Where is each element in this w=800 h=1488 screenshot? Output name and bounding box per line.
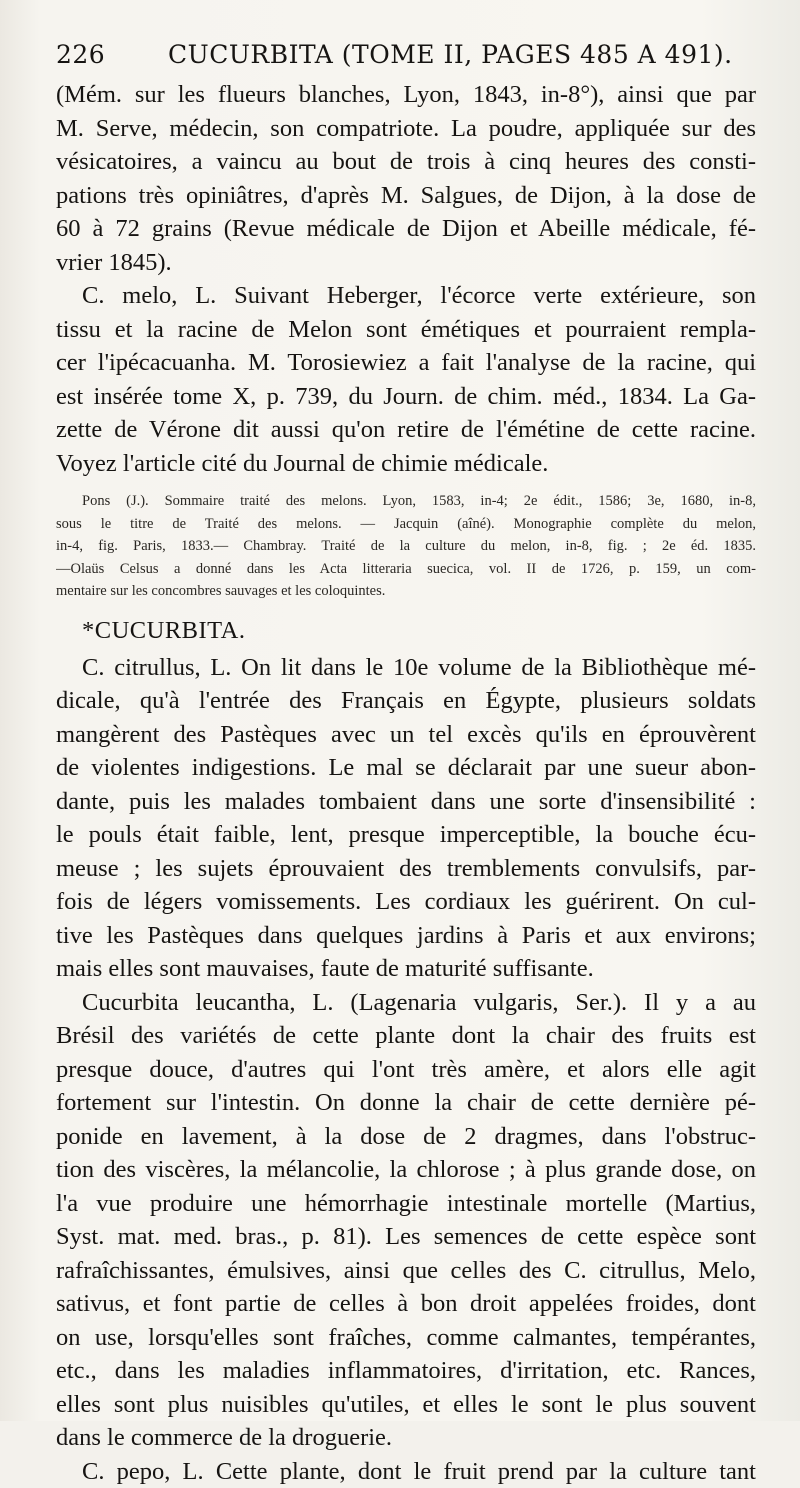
text-line: de violentes indigestions. Le mal se déclarait par une sueur abon-: [56, 751, 756, 785]
text-line: presque douce, d'autres qui l'ont très amère, et alors elle agit: [56, 1053, 756, 1087]
running-head: CUCURBITA (TOME II, PAGES 485 A 491).: [168, 40, 733, 69]
note-line: in-4, fig. Paris, 1833.— Chambray. Traité de la culture du melon, in-8, fig. ; 2e éd. 1835.: [56, 535, 756, 558]
text-line: ponide en lavement, à la dose de 2 dragmes, dans l'obstruc-: [56, 1120, 756, 1154]
text-line: 60 à 72 grains (Revue médicale de Dijon et Abeille médicale, fé-: [56, 212, 756, 246]
page-number: 226: [56, 40, 105, 69]
text-line: pations très opiniâtres, d'après M. Salgues, de Dijon, à la dose de: [56, 179, 756, 213]
paragraph-serve: [56, 78, 756, 279]
text-line: tive les Pastèques dans quelques jardins à Paris et aux environs;: [56, 919, 756, 953]
text-line: etc., dans les maladies inflammatoires, d'irritation, etc. Rances,: [56, 1354, 756, 1388]
text-line: dante, puis les malades tombaient dans une sorte d'insensibilité :: [56, 785, 756, 819]
text-line: C. citrullus, L. On lit dans le 10e volume de la Bibliothèque mé-: [56, 651, 756, 685]
text-line: dans le commerce de la droguerie.: [56, 1421, 756, 1455]
text-line: mais elles sont mauvaises, faute de maturité suffisante.: [56, 952, 756, 986]
text-line: le pouls était faible, lent, presque imperceptible, la bouche écu-: [56, 818, 756, 852]
text-line: C. melo, L. Suivant Heberger, l'écorce verte extérieure, son: [56, 279, 756, 313]
page-header: [56, 40, 746, 80]
text-line: Cucurbita leucantha, L. (Lagenaria vulgaris, Ser.). Il y a au: [56, 986, 756, 1020]
text-line: tissu et la racine de Melon sont émétiques et pourraient rempla-: [56, 313, 756, 347]
text-line: M. Serve, médecin, son compatriote. La poudre, appliquée sur des: [56, 112, 756, 146]
text-line: l'a vue produire une hémorrhagie intestinale mortelle (Martius,: [56, 1187, 756, 1221]
section-heading: *CUCURBITA.: [56, 611, 756, 651]
text-line: meuse ; les sujets éprouvaient des tremblements convulsifs, par-: [56, 852, 756, 886]
paragraph-melo: [56, 279, 756, 480]
text-line: elles sont plus nuisibles qu'utiles, et elles le sont le plus souvent: [56, 1388, 756, 1422]
note-line: Pons (J.). Sommaire traité des melons. Lyon, 1583, in-4; 2e édit., 1586; 3e, 1680, in-8,: [56, 490, 756, 513]
note-line: sous le titre de Traité des melons. — Jacquin (aîné). Monographie complète du melon,: [56, 513, 756, 536]
paragraph-citrullus: [56, 651, 756, 986]
text-line: fortement sur l'intestin. On donne la chair de cette dernière pé-: [56, 1086, 756, 1120]
text-line: zette de Vérone dit aussi qu'on retire de l'émétine de cette racine.: [56, 413, 756, 447]
text-line: rafraîchissantes, émulsives, ainsi que celles des C. citrullus, Melo,: [56, 1254, 756, 1288]
text-line: vrier 1845).: [56, 246, 756, 280]
text-line: tion des viscères, la mélancolie, la chlorose ; à plus grande dose, on: [56, 1153, 756, 1187]
text-line: vésicatoires, a vaincu au bout de trois à cinq heures des consti-: [56, 145, 756, 179]
text-line: dicale, qu'à l'entrée des Français en Égypte, plusieurs soldats: [56, 684, 756, 718]
text-line: fois de légers vomissements. Les cordiaux les guérirent. On cul-: [56, 885, 756, 919]
text-line: cer l'ipécacuanha. M. Torosiewiez a fait l'analyse de la racine, qui: [56, 346, 756, 380]
paragraph-pepo: [56, 1455, 756, 1488]
text-line: (Mém. sur les flueurs blanches, Lyon, 1843, in-8°), ainsi que par: [56, 78, 756, 112]
text-line: Brésil des variétés de cette plante dont la chair des fruits est: [56, 1019, 756, 1053]
text-line: Syst. mat. med. bras., p. 81). Les semences de cette espèce sont: [56, 1220, 756, 1254]
page-body: [56, 78, 756, 1488]
text-line: est insérée tome X, p. 739, du Journ. de chim. méd., 1834. La Ga-: [56, 380, 756, 414]
bibliography-note: [56, 490, 756, 603]
text-line: Voyez l'article cité du Journal de chimie médicale.: [56, 447, 756, 481]
note-line: mentaire sur les concombres sauvages et les coloquintes.: [56, 580, 756, 603]
note-line: —Olaüs Celsus a donné dans les Acta litteraria suecica, vol. II de 1726, p. 159, un com-: [56, 558, 756, 581]
text-line: sativus, et font partie de celles à bon droit appelées froides, dont: [56, 1287, 756, 1321]
text-line: C. pepo, L. Cette plante, dont le fruit prend par la culture tant: [56, 1455, 756, 1488]
paragraph-leucantha: [56, 986, 756, 1455]
text-line: mangèrent des Pastèques avec un tel excès qu'ils en éprouvèrent: [56, 718, 756, 752]
text-line: on use, lorsqu'elles sont fraîches, comme calmantes, tempérantes,: [56, 1321, 756, 1355]
